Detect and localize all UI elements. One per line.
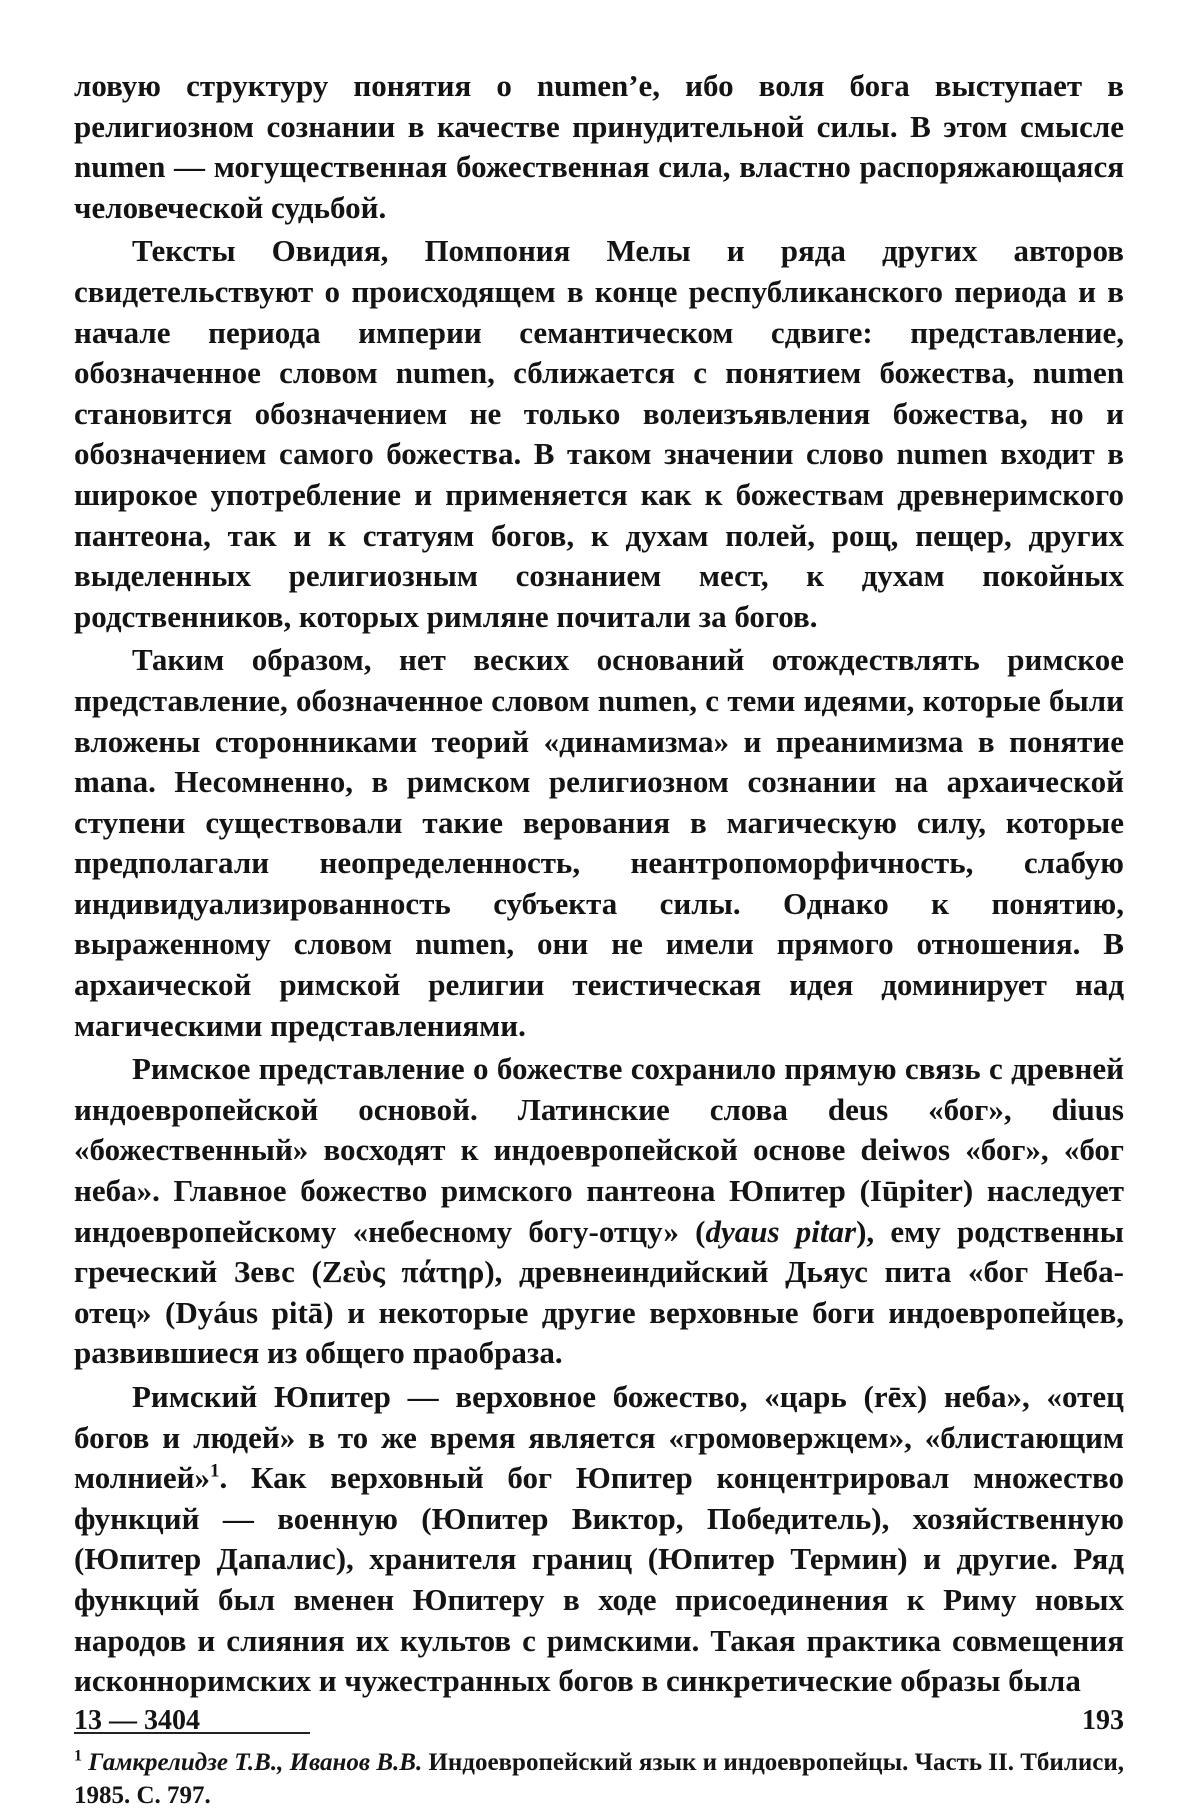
paragraph-4-text-a: Римское представление о божестве сохранило прямую связь с древней индоевропейской основой. Латинские слова deus «бог», diuus «божественный» восходят к индоевропейской основе deiwos «бог», «бог неба». Главное божество римского пантеона Юпитер (Iūpiter) наследует индоевропейскому «небесному богу-отцу» ( xyxy=(74,1051,1124,1249)
paragraph-3: Таким образом, нет веских оснований отождествлять римское представление, обозначенное словом numen, с теми идеями, которые были вложены сторонниками теорий «динамизма» и преанимизма в понятие mana. Несомненно, в римском религиозном сознании на архаической ступени существовали такие верования в магическую силу, которые предполагали неопределенность, неантропоморфичность, слабую индивидуализированность субъекта силы. Однако к понятию, выраженному словом numen, они не имели прямого отношения. В архаической римской религии теистическая идея доминирует над магическими представлениями. xyxy=(74,642,1124,1043)
paragraph-5-text-a: Римский Юпитер — верховное божество, «царь (rēx) неба», «отец богов и людей» в то же время является «громовержцем», «блистающим молнией» xyxy=(74,1379,1124,1496)
paragraph-2: Тексты Овидия, Помпония Мелы и ряда других авторов свидетельствуют о происходящем в конце республиканского периода и в начале периода империи семантическом сдвиге: представление, обозначенное словом numen, сближается с понятием божества, numen становится обозначением не только волеизъявления божества, но и обозначением самого божества. В таком значении слово numen входит в широкое употребление и применяется как к божествам древнеримского пантеона, так и к статуям богов, к духам полей, рощ, пещер, других выделенных религиозным сознанием мест, к духам покойных родственников, которых римляне почитали за богов. xyxy=(74,233,1124,634)
paragraph-4 xyxy=(74,1049,1124,1374)
paragraph-5-text-b: . Как верховный бог Юпитер концентрировал множество функций — военную (Юпитер Виктор, Победитель), хозяйственную (Юпитер Дапалис), хранителя границ (Юпитер Термин) и другие. Ряд функций был вменен Юпитеру в ходе присоединения к Риму новых народов и слияния их культов с римскими. Такая практика совмещения исконноримских и чужестранных богов в синкретические образы была xyxy=(74,1460,1124,1699)
signature-mark: 13 — 3404 xyxy=(74,1705,200,1736)
page-body xyxy=(74,66,1124,1812)
footnote-reference: 1 xyxy=(210,1460,220,1482)
footnote-authors: Гамкрелидзе Т.В., Иванов В.В. xyxy=(88,1748,423,1776)
paragraph-4-italic: dyaus pitar xyxy=(705,1213,857,1249)
page-footer xyxy=(74,1705,1124,1737)
footnote-text: Индоевропейский язык и индоевропейцы. Часть II. Тбилиси, 1985. С. 797. xyxy=(74,1748,1125,1809)
footnote-marker: 1 xyxy=(74,1747,82,1765)
paragraph-4-text-b: ), ему родственны греческий Зевс (Ζεὺς πάτηρ), древнеиндийский Дьяус пита «бог Неба-отец» (Dyáus pitā) и некоторые другие верховные боги индоевропейцев, развившиеся из общего праобраза. xyxy=(74,1213,1124,1371)
paragraph-5 xyxy=(74,1377,1124,1702)
page-number: 193 xyxy=(1082,1705,1124,1736)
footnote xyxy=(74,1746,1124,1812)
paragraph-1: ловую структуру понятия о numen’е, ибо воля бога выступает в религиозном сознании в качестве принудительной силы. В этом смысле numen — могущественная божественная сила, властно распоряжающаяся человеческой судьбой. xyxy=(74,68,1124,225)
